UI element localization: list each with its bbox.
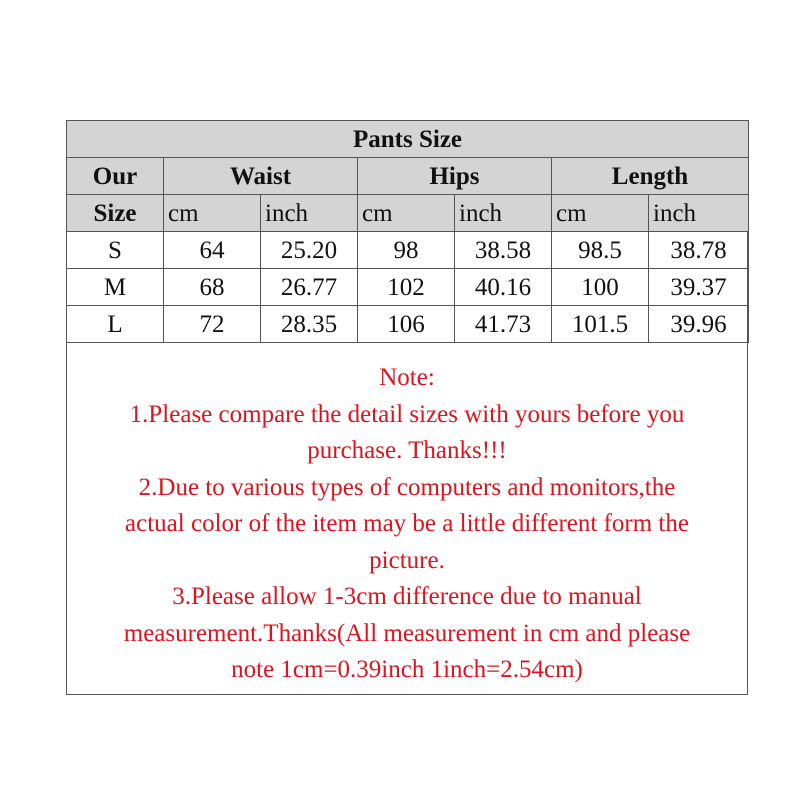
size-cell: M	[67, 269, 164, 306]
unit-header: inch	[261, 195, 358, 232]
value-cell: 38.78	[649, 232, 749, 269]
table-row	[67, 306, 749, 343]
unit-header: cm	[164, 195, 261, 232]
value-cell: 28.35	[261, 306, 358, 343]
group-header-hips: Hips	[358, 158, 552, 195]
value-cell: 64	[164, 232, 261, 269]
unit-header: cm	[358, 195, 455, 232]
note-line: picture.	[369, 546, 445, 574]
value-cell: 98.5	[552, 232, 649, 269]
note-line: purchase. Thanks!!!	[307, 437, 507, 464]
size-header-top: Our	[67, 158, 164, 195]
table-title: Pants Size	[67, 121, 749, 158]
unit-header-row	[67, 195, 749, 232]
note-line: 1.Please compare the detail sizes with yours before you	[129, 400, 685, 428]
value-cell: 40.16	[455, 269, 552, 306]
value-cell: 26.77	[261, 269, 358, 306]
value-cell: 72	[164, 306, 261, 343]
value-cell: 100	[552, 269, 649, 306]
unit-header: inch	[649, 195, 749, 232]
value-cell: 39.96	[649, 306, 749, 343]
table-title-row	[67, 121, 749, 158]
table-row	[67, 232, 749, 269]
group-header-row	[67, 158, 749, 195]
value-cell: 25.20	[261, 232, 358, 269]
note-heading: Note:	[379, 364, 435, 391]
value-cell: 38.58	[455, 232, 552, 269]
value-cell: 39.37	[649, 269, 749, 306]
note-line: note 1cm=0.39inch 1inch=2.54cm)	[231, 656, 583, 683]
note-line: 3.Please allow 1-3cm difference due to manual	[172, 583, 642, 610]
note-line: actual color of the item may be a little different form the	[125, 510, 689, 537]
note-line: measurement.Thanks(All measurement in cm and please	[123, 619, 691, 647]
size-header-bottom: Size	[67, 195, 164, 232]
unit-header: cm	[552, 195, 649, 232]
note-line: 2.Due to various types of computers and monitors,the	[138, 473, 676, 501]
value-cell: 98	[358, 232, 455, 269]
value-cell: 101.5	[552, 306, 649, 343]
value-cell: 102	[358, 269, 455, 306]
size-cell: S	[67, 232, 164, 269]
pants-size-table	[66, 120, 749, 343]
size-note	[70, 360, 744, 689]
group-header-length: Length	[552, 158, 749, 195]
value-cell: 106	[358, 306, 455, 343]
size-cell: L	[67, 306, 164, 343]
unit-header: inch	[455, 195, 552, 232]
table-row	[67, 269, 749, 306]
group-header-waist: Waist	[164, 158, 358, 195]
value-cell: 68	[164, 269, 261, 306]
value-cell: 41.73	[455, 306, 552, 343]
